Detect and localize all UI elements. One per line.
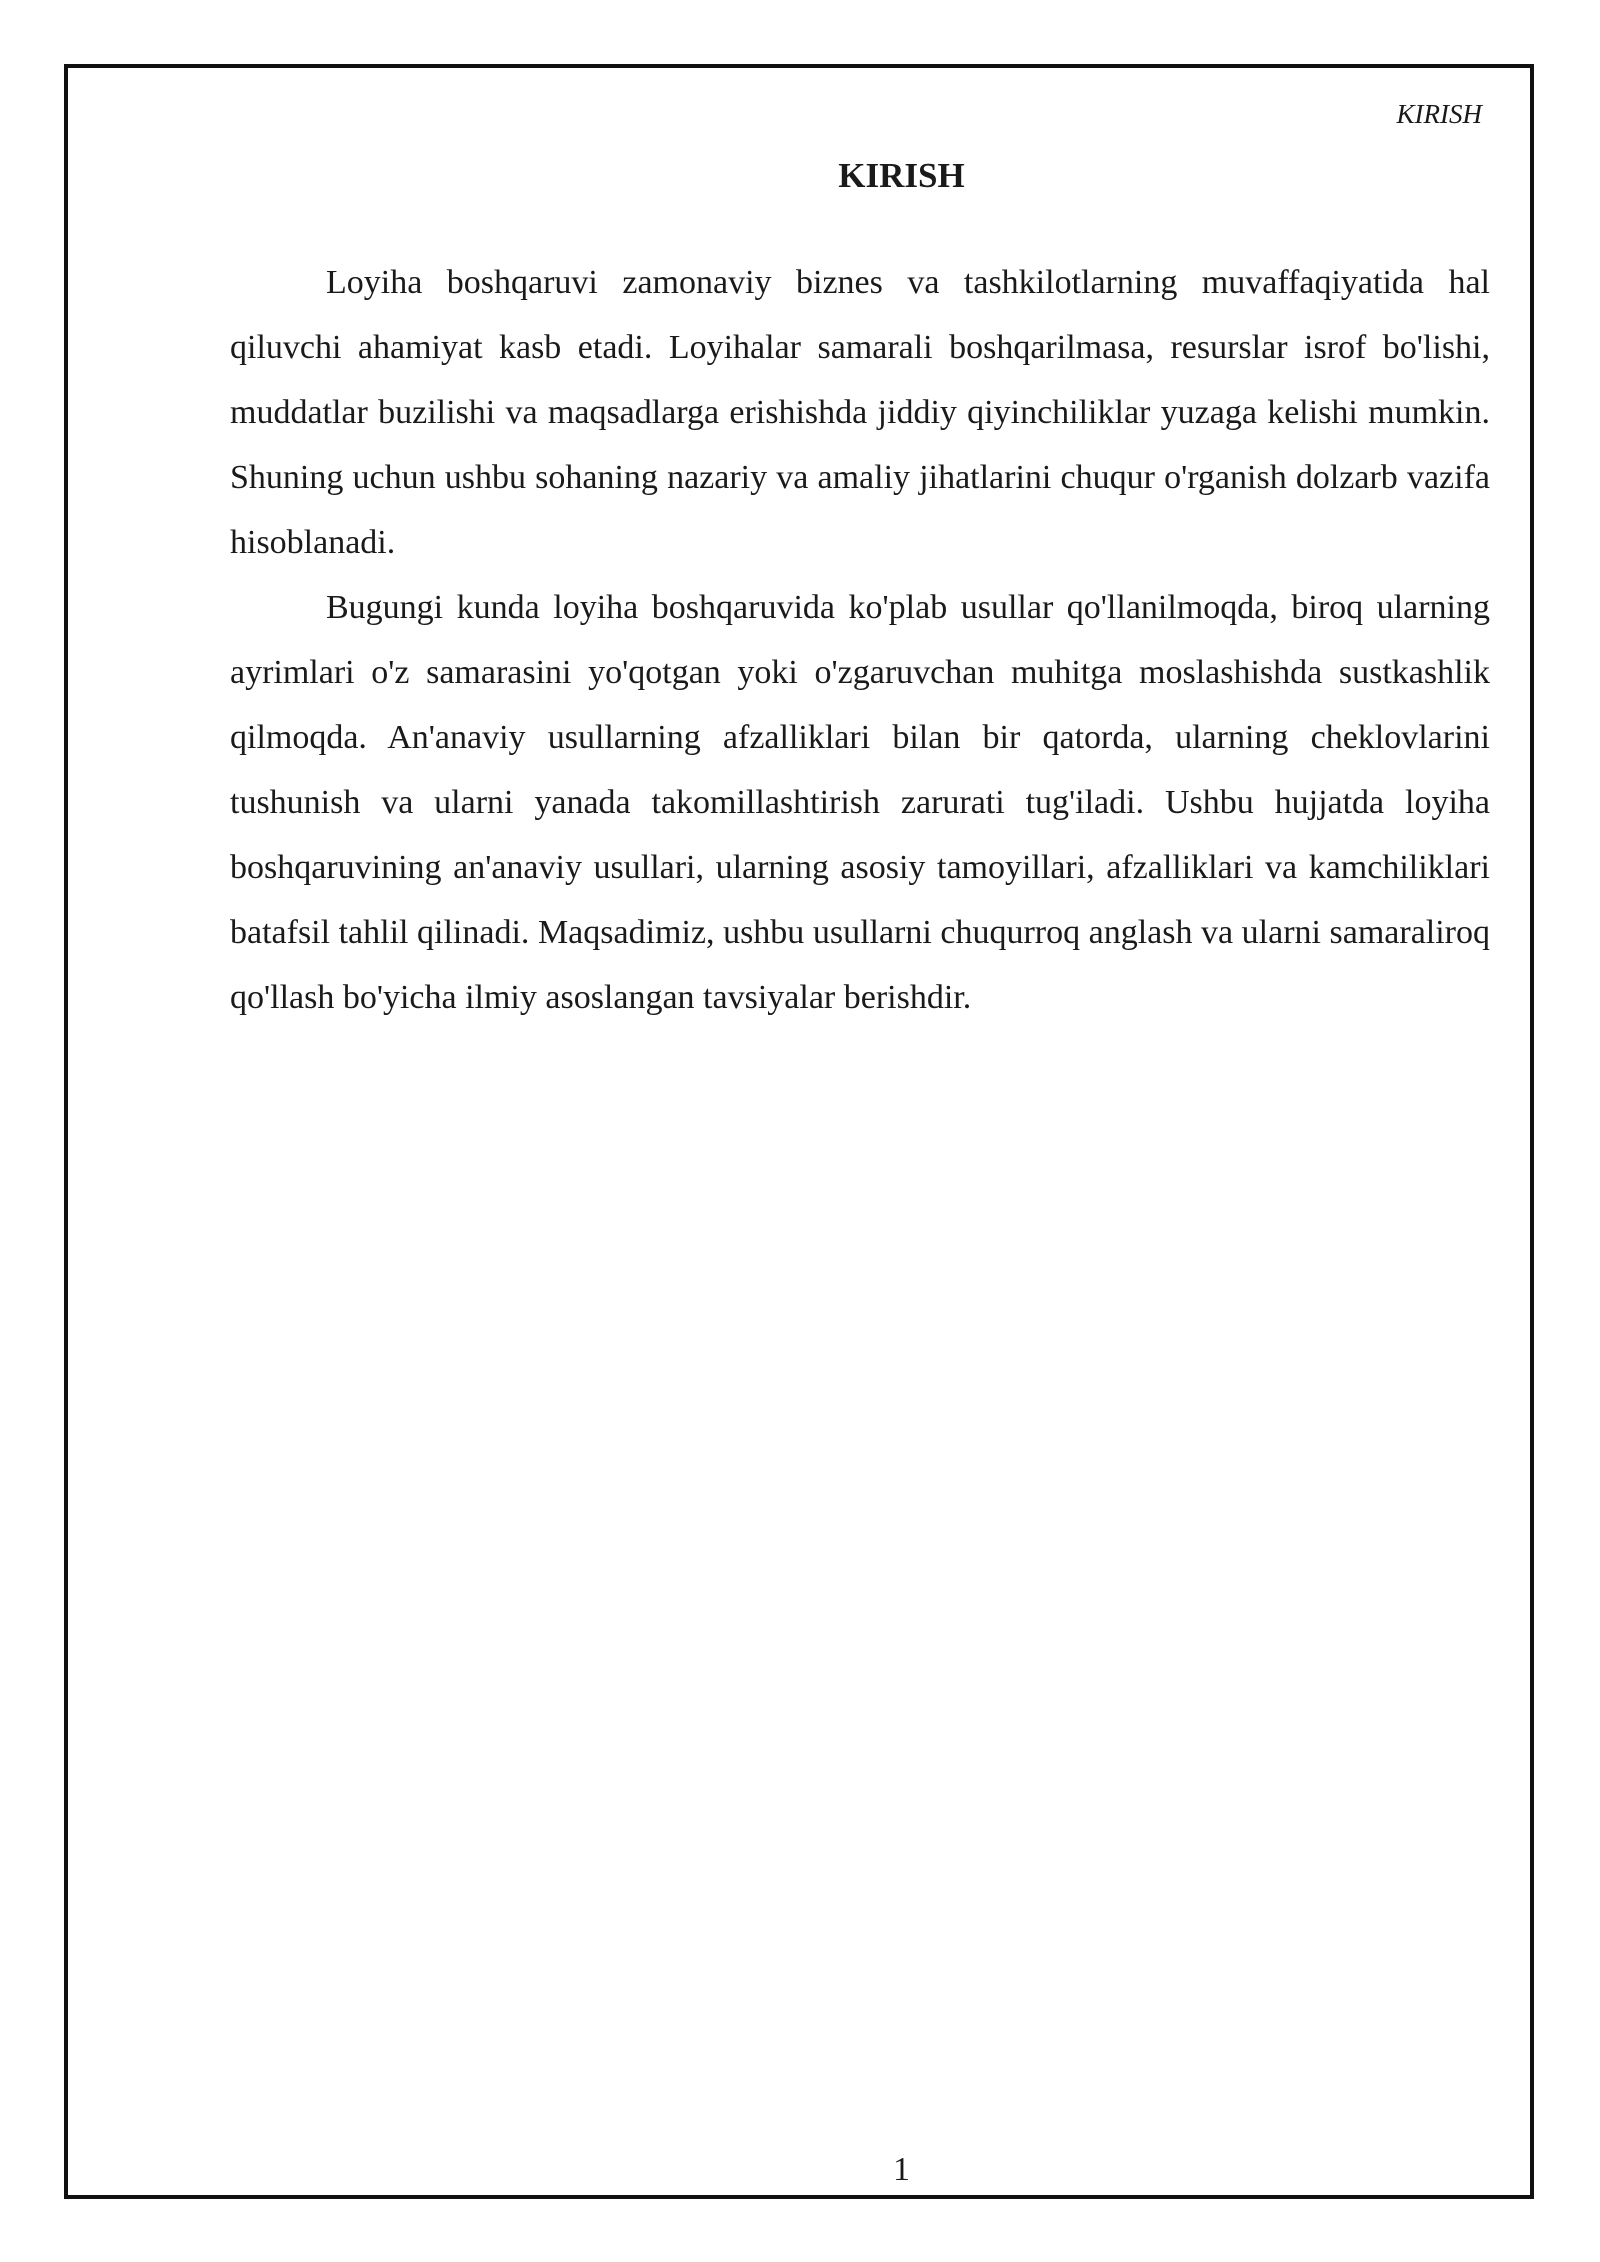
paragraph-1: Loyiha boshqaruvi zamonaviy biznes va tashkilotlarning muvaffaqiyatida hal qiluvchi ahamiyat kasb etadi. Loyihalar samarali boshqarilmasa, resurslar isrof bo'lishi, muddatlar buzilishi va maqsadlarga erishishda jiddiy qiyinchiliklar yuzaga kelishi mumkin. Shuning uchun ushbu sohaning nazariy va amaliy jihatlarini chuqur o'rganish dolzarb vazifa hisoblanadi. bbox=[230, 264, 1490, 561]
page-number: 1 bbox=[893, 2151, 910, 2188]
running-header: KIRISH bbox=[1396, 99, 1482, 129]
body-text bbox=[230, 250, 1490, 1030]
page-border bbox=[64, 64, 1534, 2199]
paragraph-2: Bugungi kunda loyiha boshqaruvida ko'plab usullar qo'llanilmoqda, biroq ularning ayrimlari o'z samarasini yo'qotgan yoki o'zgaruvchan muhitga moslashishda sustkashlik qilmoqda. An'anaviy usullarning afzalliklari bilan bir qatorda, ularning cheklovlarini tushunish va ularni yanada takomillashtirish zarurati tug'iladi. Ushbu hujjatda loyiha boshqaruvining an'anaviy usullari, ularning asosiy tamoyillari, afzalliklari va kamchiliklari batafsil tahlil qilinadi. Maqsadimiz, ushbu usullarni chuqurroq anglash va ularni samaraliroq qo'llash bo'yicha ilmiy asoslangan tavsiyalar berishdir. bbox=[230, 589, 1490, 1016]
page-title: KIRISH bbox=[838, 156, 965, 195]
